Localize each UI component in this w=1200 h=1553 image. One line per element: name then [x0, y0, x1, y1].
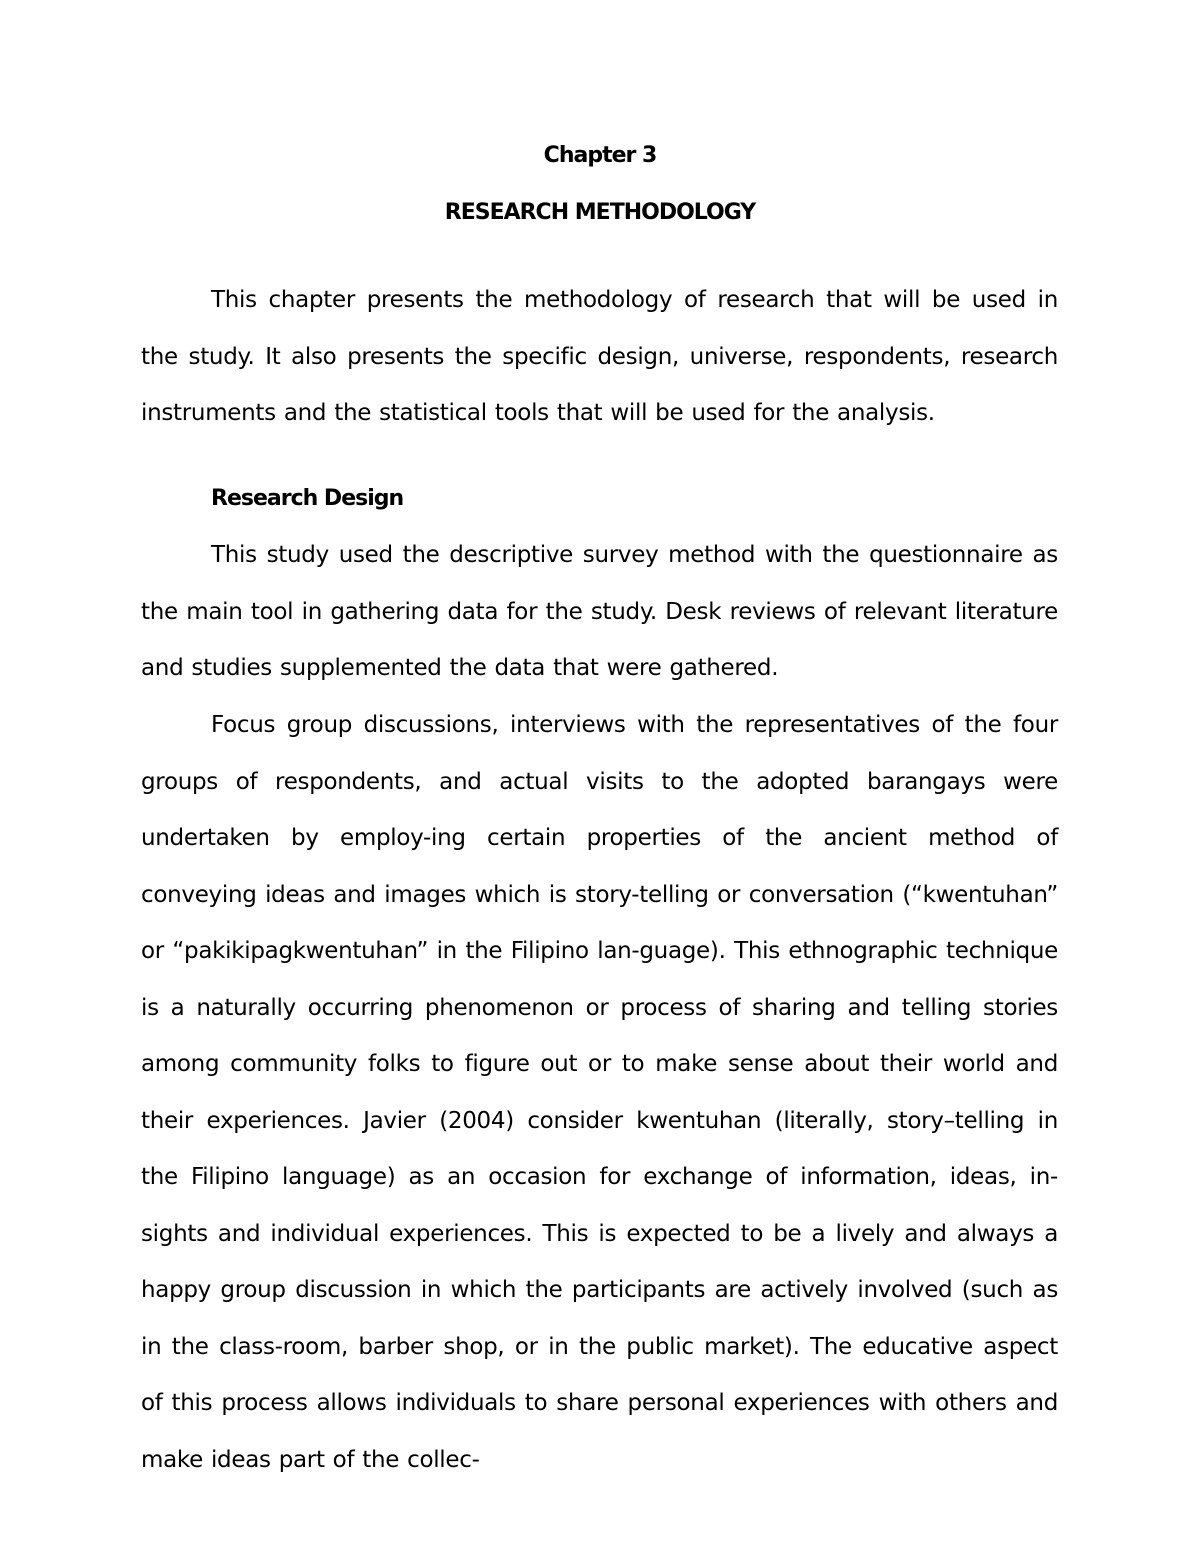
chapter-title: RESEARCH METHODOLOGY	[444, 200, 756, 225]
intro-paragraph: This chapter presents the methodology of research that will be used in the study. It also presents the specific design, universe, respondents, research instruments and the statistical tools that will be used for the analysis.	[141, 287, 1058, 426]
research-design-paragraph-1: This study used the descriptive survey method with the questionnaire as the main tool in gathering data for the study. Desk reviews of relevant literature and studies supplemented the data that were gathered.	[141, 542, 1058, 681]
section-heading-research-design: Research Design	[211, 486, 404, 511]
research-design-paragraph-2: Focus group discussions, interviews with the representatives of the four groups of respondents, and actual visits to the adopted barangays were undertaken by employ-ing certain properties of the ancient method of conveying ideas and images which is story-telling or conversation (“kwentuhan” or “pakikipagkwentuhan” in the Filipino lan-guage). This ethnographic technique is a naturally occurring phenomenon or process of sharing and telling stories among community folks to figure out or to make sense about their world and their experiences. Javier (2004) consider kwentuhan (literally, story–telling in the Filipino language) as an occasion for exchange of information, ideas, in-sights and individual experiences. This is expected to be a lively and always a happy group discussion in which the participants are actively involved (such as in the class-room, barber shop, or in the public market). The educative aspect of this process allows individuals to share personal experiences with others and make ideas part of the collec-	[141, 712, 1058, 1473]
chapter-label: Chapter 3	[543, 143, 657, 168]
